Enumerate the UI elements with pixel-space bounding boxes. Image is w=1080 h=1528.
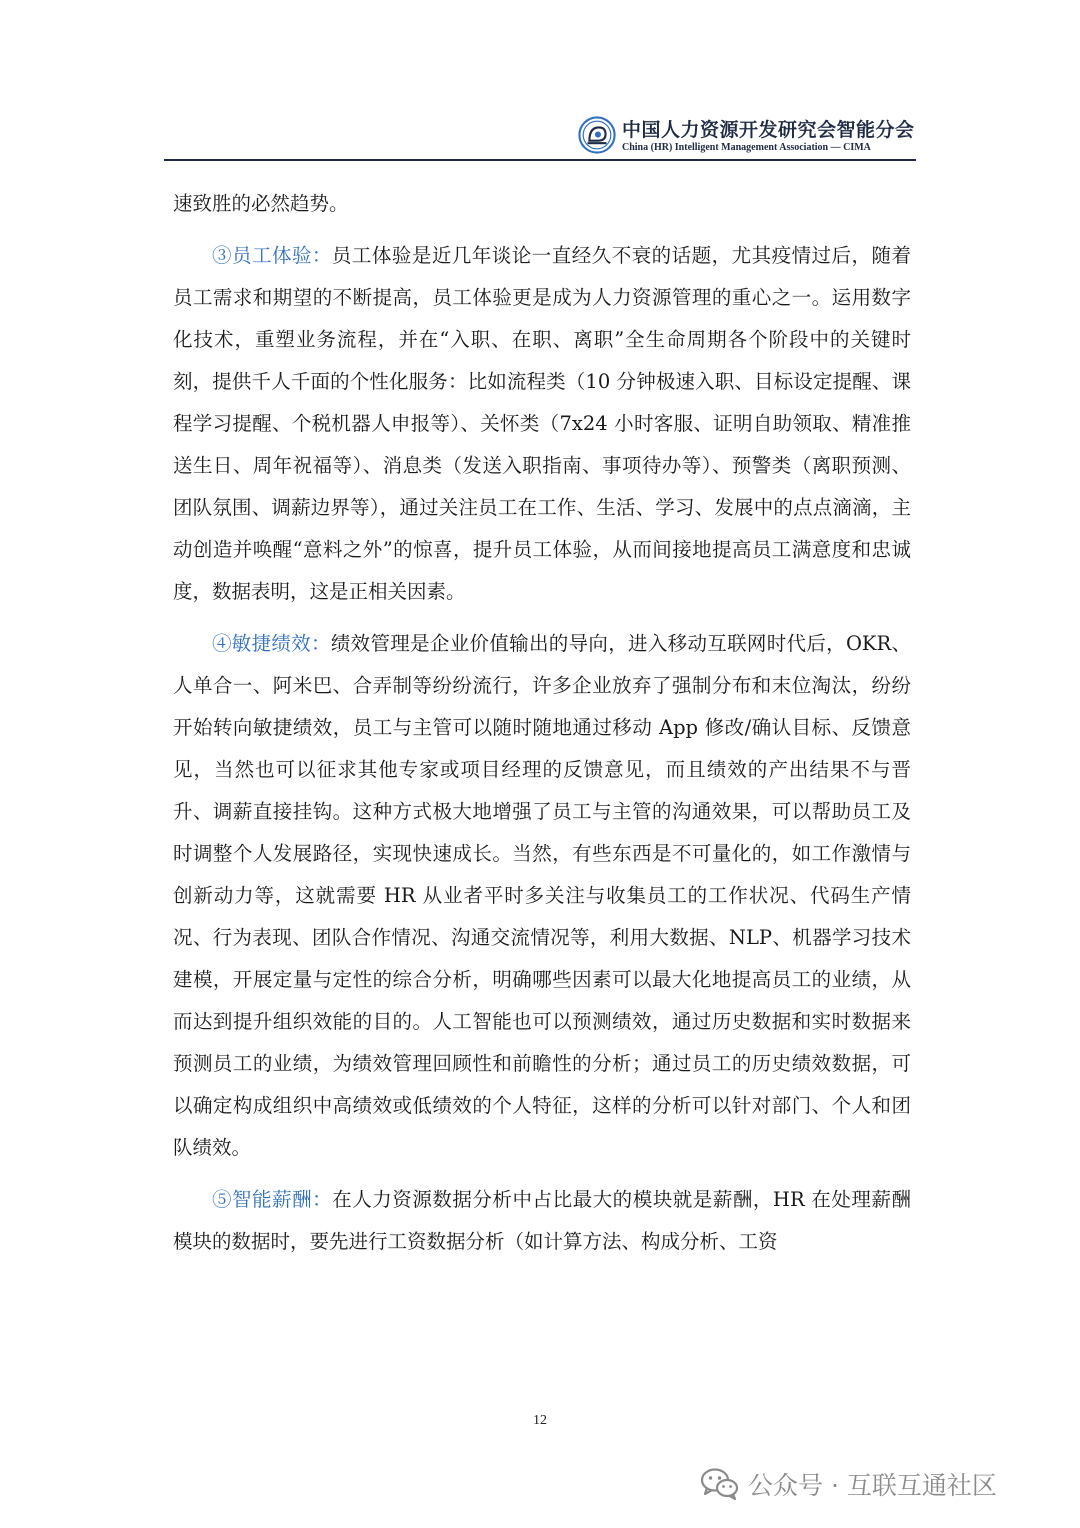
section-heading: ④敏捷绩效： xyxy=(212,632,331,655)
wechat-watermark xyxy=(700,1462,997,1506)
continuation-text: 速致胜的必然趋势。 xyxy=(173,192,349,215)
wechat-icon xyxy=(700,1467,740,1501)
section-smart-compensation xyxy=(173,1179,911,1263)
cima-logo-icon xyxy=(578,116,616,154)
org-name-en: China (HR) Intelligent Management Association — CIMA xyxy=(622,142,871,153)
document-body xyxy=(173,183,911,1273)
section-heading: ⑤智能薪酬： xyxy=(212,1188,333,1211)
org-name-cn: 中国人力资源开发研究会智能分会 xyxy=(622,119,915,141)
section-body: 绩效管理是企业价值输出的导向，进入移动互联网时代后，OKR、人单合一、阿米巴、合弄制等纷纷流行，许多企业放弃了强制分布和末位淘汰，纷纷开始转向敏捷绩效，员工与主管可以随时随地通过移动 App 修改/确认目标、反馈意见，当然也可以征求其他专家或项目经理的反馈意见，而且绩效的产出结果不与晋升、调薪直接挂钩。这种方式极大地增强了员工与主管的沟通效果，可以帮助员工及时调整个人发展路径，实现快速成长。当然，有些东西是不可量化的，如工作激情与创新动力等，这就需要 HR 从业者平时多关注与收集员工的工作状况、代码生产情况、行为表现、团队合作情况、沟通交流情况等，利用大数据、NLP、机器学习技术建模，开展定量与定性的综合分析，明确哪些因素可以最大化地提高员工的业绩，从而达到提升组织效能的目的。人工智能也可以预测绩效，通过历史数据和实时数据来预测员工的业绩，为绩效管理回顾性和前瞻性的分析；通过员工的历史绩效数据，可以确定构成组织中高绩效或低绩效的个人特征，这样的分析可以针对部门、个人和团队绩效。 xyxy=(173,632,911,1159)
watermark-text: 公众号 · 互联互通社区 xyxy=(748,1471,997,1500)
page-header xyxy=(164,112,916,160)
header-divider xyxy=(164,159,916,161)
section-agile-performance xyxy=(173,623,911,1169)
page-number: 12 xyxy=(533,1413,547,1428)
section-heading: ③员工体验： xyxy=(212,244,332,267)
section-body: 员工体验是近几年谈论一直经久不衰的话题，尤其疫情过后，随着员工需求和期望的不断提高，员工体验更是成为人力资源管理的重心之一。运用数字化技术，重塑业务流程，并在“入职、在职、离职”全生命周期各个阶段中的关键时刻，提供千人千面的个性化服务：比如流程类（10 分钟极速入职、目标设定提醒、课程学习提醒、个税机器人申报等）、关怀类（7x24 小时客服、证明自助领取、精准推送生日、周年祝福等）、消息类（发送入职指南、事项待办等）、预警类（离职预测、团队氛围、调薪边界等），通过关注员工在工作、生活、学习、发展中的点点滴滴，主动创造并唤醒“意料之外”的惊喜，提升员工体验，从而间接地提高员工满意度和忠诚度，数据表明，这是正相关因素。 xyxy=(173,244,911,603)
section-employee-experience xyxy=(173,235,911,613)
section-body: 在人力资源数据分析中占比最大的模块就是薪酬，HR 在处理薪酬模块的数据时，要先进行工资数据分析（如计算方法、构成分析、工资 xyxy=(173,1188,911,1253)
